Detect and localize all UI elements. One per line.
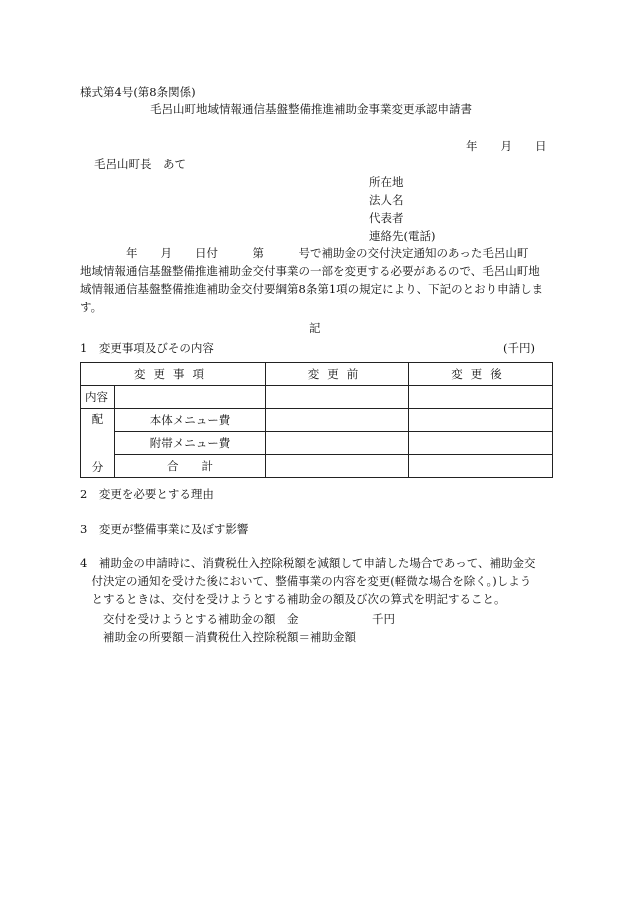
- body-line: 地域情報通信基盤整備推進補助金交付事業の一部を変更する必要があるので、毛呂山町地: [80, 264, 540, 278]
- table-row: [81, 409, 553, 432]
- addressee: 毛呂山町長 あて: [94, 157, 186, 171]
- section4-line: とするときは、交付を受けようとする補助金の額及び次の算式を明記すること。: [80, 592, 506, 606]
- amount-unit: 千円: [372, 612, 395, 626]
- cell: [266, 409, 409, 432]
- item-sub-menu: 附帯メニュー費: [115, 432, 266, 455]
- unit-label: (千円): [503, 341, 535, 355]
- table-row: [81, 455, 553, 478]
- header-after: 変更後: [409, 363, 553, 386]
- item-main-menu: 本体メニュー費: [115, 409, 266, 432]
- header-change-item: 変更事項: [81, 363, 266, 386]
- section4-line: 4 補助金の申請時に、消費税仕入控除税額を減額して申請した場合であって、補助金交: [80, 556, 536, 570]
- cell: [409, 455, 553, 478]
- row-label-content: 内容: [81, 386, 115, 409]
- field-contact: 連絡先(電話): [369, 229, 436, 243]
- table-row: [81, 432, 553, 455]
- cell: [409, 386, 553, 409]
- cell: [266, 455, 409, 478]
- cell: [115, 386, 266, 409]
- item-total: 合 計: [115, 455, 266, 478]
- table-header-row: [81, 363, 553, 386]
- table-row: [81, 386, 553, 409]
- field-corporation: 法人名: [369, 193, 404, 207]
- distribution-bottom-char: 分: [91, 460, 104, 474]
- header-before: 変更前: [266, 363, 409, 386]
- body-line: 域情報通信基盤整備推進補助金交付要綱第8条第1項の規定により、下記のとおり申請しま: [80, 282, 544, 296]
- document-title: 毛呂山町地域情報通信基盤整備推進補助金事業変更承認申請書: [150, 102, 472, 116]
- change-table: [80, 362, 553, 478]
- amount-label: 交付を受けようとする補助金の額 金: [103, 612, 299, 626]
- cell: [409, 432, 553, 455]
- cell: [266, 432, 409, 455]
- date-line: 年 月 日: [466, 139, 547, 153]
- formula: 補助金の所要額－消費税仕入控除税額＝補助金額: [103, 630, 356, 644]
- form-number: 様式第4号(第8条関係): [80, 85, 196, 99]
- body-line: 年 月 日付 第 号で補助金の交付決定通知のあった毛呂山町: [80, 246, 529, 260]
- distribution-top-char: 配: [91, 412, 104, 426]
- section4-line: 付決定の通知を受けた後において、整備事業の内容を変更(軽微な場合を除く。)しよう: [80, 574, 532, 588]
- cell: [266, 386, 409, 409]
- body-line: す。: [80, 300, 103, 314]
- section3-heading: 3 変更が整備事業に及ぼす影響: [80, 522, 249, 536]
- field-representative: 代表者: [369, 211, 404, 225]
- section1-heading: 1 変更事項及びその内容: [80, 341, 214, 355]
- cell: [409, 409, 553, 432]
- row-label-distribution: [81, 409, 115, 478]
- field-address: 所在地: [369, 175, 404, 189]
- ki-marker: 記: [309, 321, 321, 335]
- section2-heading: 2 変更を必要とする理由: [80, 487, 214, 501]
